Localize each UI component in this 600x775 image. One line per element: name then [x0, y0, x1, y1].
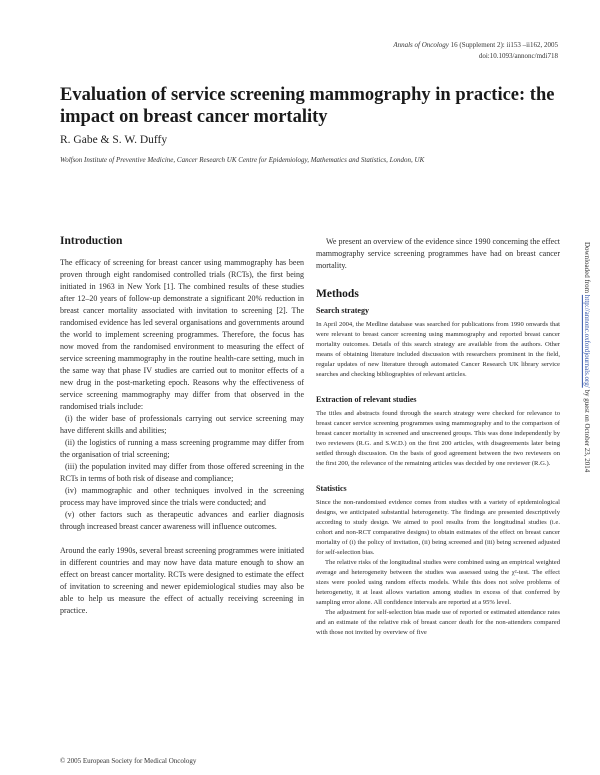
search-strategy-paragraph: In April 2004, the Medline database was searched for publications from 1990 onwards that were relevant to breast cancer screening using mammography and reported breast cancer mortality outcomes. Details of this search strategy are available from the authors. Other means of obtaining literature included discussion with researchers prominent in the field, regular updates of new literature through automated Cancer Research UK library service searches and checking bibliographies of relevant articles.	[316, 321, 560, 378]
introduction-paragraph-2: Around the early 1990s, several breast screening programmes were initiated in different countries and may now have data mature enough to show an effect on breast cancer mortality. RCTs were designed to estimate the effect of invitation to screening and newer epidemiological studies may also be able to help us measure the effect of actually receiving screening in practice.	[60, 546, 304, 615]
list-item: (iii) the population invited may differ from those offered screening in the RCTs in terms of both risk of disease and compliance;	[60, 462, 304, 483]
statistics-heading: Statistics	[316, 484, 347, 493]
download-suffix: by guest on October 23, 2014	[583, 387, 591, 473]
journal-name: Annals of Oncology	[393, 41, 449, 49]
article-title: Evaluation of service screening mammography in practice: the impact on breast cancer mortality	[60, 85, 555, 127]
list-item: (v) other factors such as therapeutic advances and earlier diagnosis through increased breast cancer awareness will influence outcomes.	[60, 510, 304, 531]
introduction-heading: Introduction	[60, 235, 123, 247]
copyright-notice: © 2005 European Society for Medical Oncology	[60, 757, 197, 765]
introduction-paragraph-1: The efficacy of screening for breast cancer using mammography has been proven through eight randomised controlled trials (RCTs), the first being initiated in 1963 in New York [1]. The combined results of these studies after 12–20 years of follow-up demonstrate a significant 20% reduction in breast cancer mortality associated with invitation to screening [2]. The randomised evidence has led several organisations and governments around the world to implement screening programmes. Therefore, the focus has now moved from the randomised environment to measuring the effect of service screening mammography in the routine health-care setting, much in the same way that phase IV studies are carried out to monitor effects of a new drug in the post-marketing epoch. Reasons why the effectiveness of service screening mammography may differ from that observed in the randomised trials include:	[60, 258, 304, 411]
statistics-paragraph-1: Since the non-randomised evidence comes from studies with a variety of epidemiological designs, we anticipated substantial heterogeneity. The findings are presented descriptively according to study design. We aimed to pool results from the longitudinal studies (i.e. cohort and non-RCT comparative designs) to obtain estimates of the effect on breast cancer mortality of (i) the policy of invitation, (ii) being screened and (iii) being screened adjusted for self-selection bias.	[316, 499, 560, 556]
journal-reference	[258, 40, 558, 62]
extraction-heading: Extraction of relevant studies	[316, 395, 417, 404]
methods-heading: Methods	[316, 288, 359, 300]
article-authors: R. Gabe & S. W. Duffy	[60, 134, 168, 146]
list-item: (ii) the logistics of running a mass screening programme may differ from the organisation of trial screening;	[60, 438, 304, 459]
statistics-paragraph-3: The adjustment for self-selection bias made use of reported or estimated attendance rates and an estimate of the relative risk of breast cancer death for the non-attenders compared with those not invited by overview of five	[316, 609, 560, 636]
overview-paragraph: We present an overview of the evidence since 1990 concerning the effect mammography service screening programmes have had on breast cancer mortality.	[316, 237, 560, 270]
download-watermark	[582, 242, 591, 472]
download-prefix: Downloaded from	[583, 242, 591, 295]
extraction-paragraph: The titles and abstracts found through the search strategy were checked for relevance to breast cancer service screening programmes using mammography and to the comparison of breast cancer mortality in screened and unscreened groups. This was done independently by two reviewers (R.G. and S.W.D.) on the first 200 articles, with disagreements later being settled through discussion. On the basis of good agreement between the two reviewers on the first 200, the relevance of the remaining articles was decided by one reviewer (R.G.).	[316, 410, 560, 467]
right-column	[316, 236, 560, 638]
list-item: (i) the wider base of professionals carrying out service screening may have different skills and abilities;	[60, 414, 304, 435]
statistics-paragraph-2: The relative risks of the longitudinal studies were combined using an empirical weighted average and heterogeneity between the studies was assessed using the χ²-test. The effect sizes were pooled using random effects models. While this does not solve problems of heterogeneity, it at least allows variation among studies in excess of that conferred by sampling error alone. All confidence intervals are reported at a 95% level.	[316, 559, 560, 606]
journal-citation: 16 (Supplement 2): ii153 –ii162, 2005	[450, 41, 558, 49]
search-strategy-heading: Search strategy	[316, 306, 369, 315]
journal-site-link[interactable]: http://annonc.oxfordjournals.org/	[583, 294, 591, 388]
left-column	[60, 234, 304, 617]
reasons-list	[60, 413, 304, 533]
journal-citation-line	[258, 40, 558, 51]
doi: doi:10.1093/annonc/mdi718	[478, 52, 558, 60]
author-affiliation: Wolfson Institute of Preventive Medicine, Cancer Research UK Centre for Epidemiology, Mathematics and Statistics, London, UK	[60, 156, 425, 164]
list-item: (iv) mammographic and other techniques involved in the screening process may have improved since the trials were conducted; and	[60, 486, 304, 507]
